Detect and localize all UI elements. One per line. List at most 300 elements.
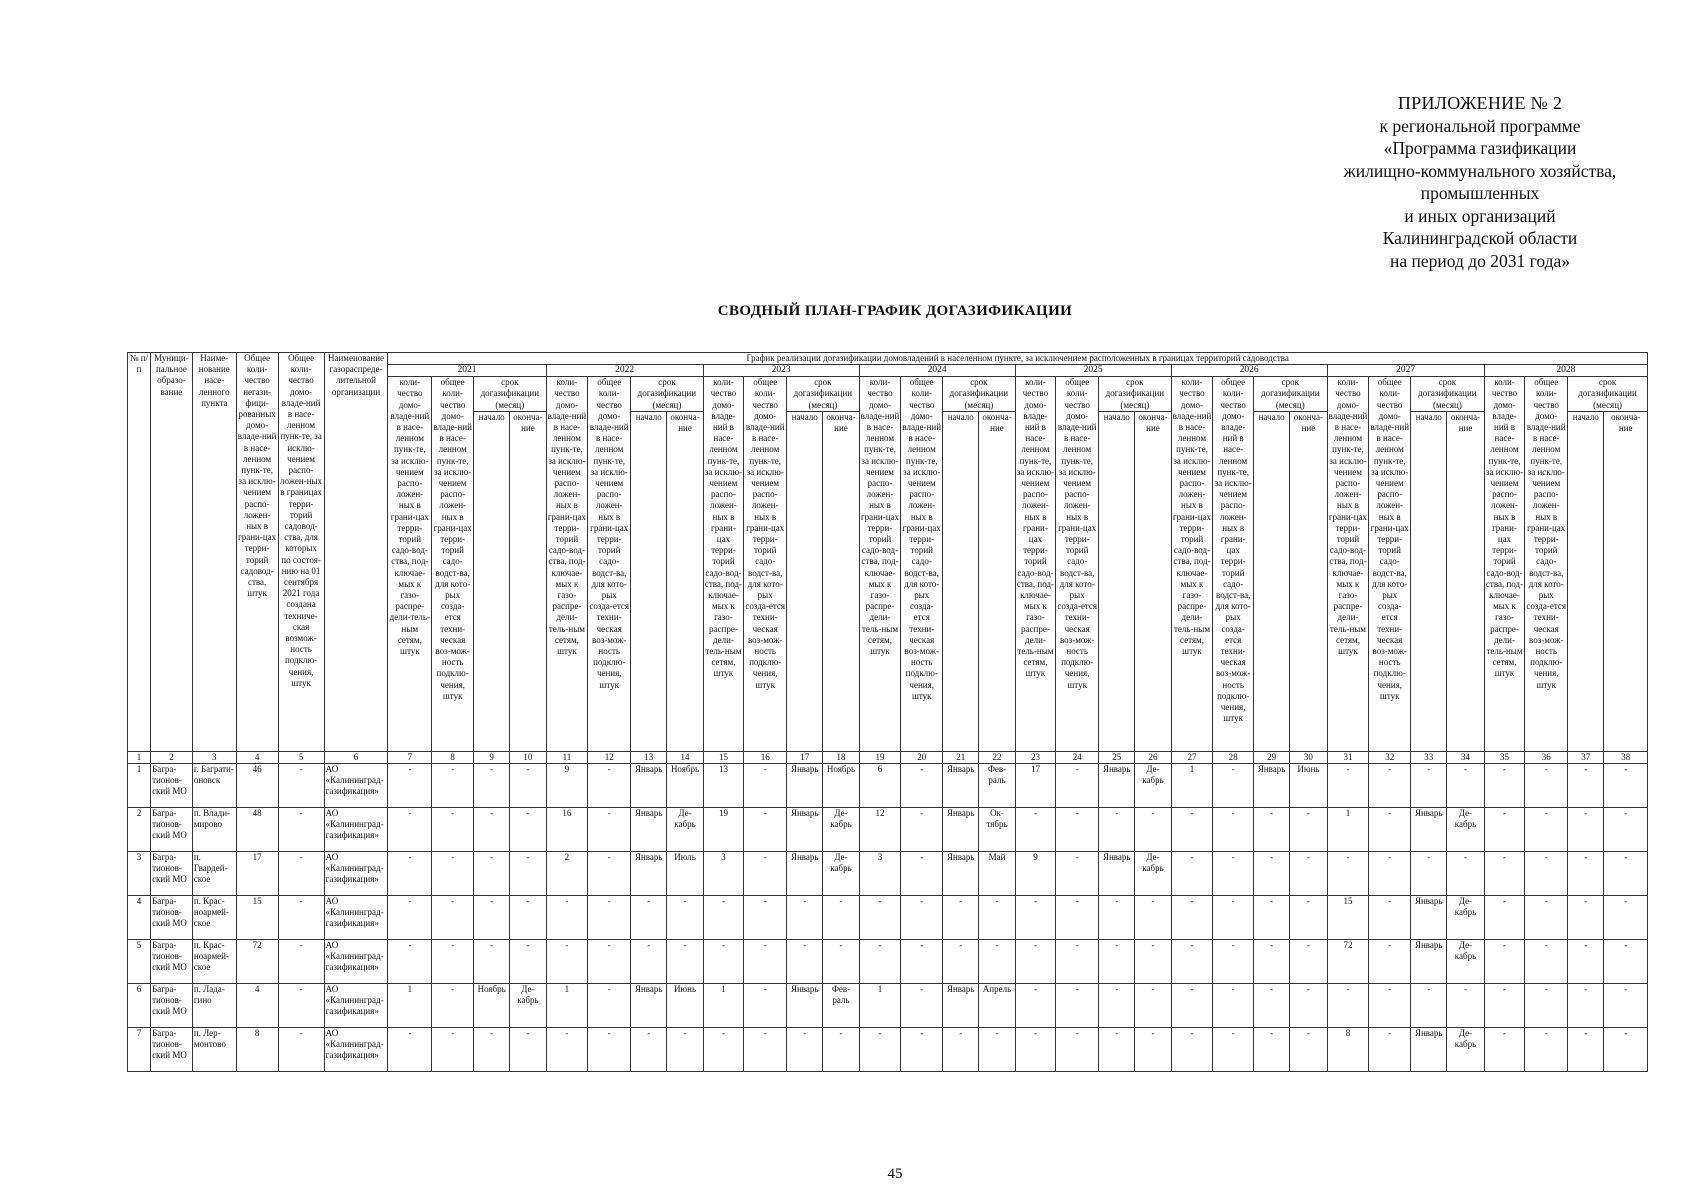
header-total-possible: общее коли-чество домо-владе-ний в насе-ленном пунк-те, за исклю-чением распо-ложен-ных в грани-цах терри-торий садо-водст-ва, для кото-рых созда-ется техни-ческая воз-мож-ность подклю-чения, штук: [432, 377, 474, 752]
table-cell: 46: [236, 763, 278, 807]
table-cell: -: [787, 895, 823, 939]
table-cell: АО «Калининград-газификация»: [324, 983, 388, 1027]
column-header-1: № п/п: [128, 353, 151, 752]
table-cell: -: [943, 939, 979, 983]
table-cell: Багра-тионов-ский МО: [151, 1027, 193, 1071]
column-number: 14: [667, 751, 703, 763]
column-number: 19: [859, 751, 901, 763]
table-row: [128, 851, 1648, 895]
table-cell: -: [787, 939, 823, 983]
table-cell: Январь: [1099, 763, 1135, 807]
table-cell: -: [278, 763, 324, 807]
table-cell: Январь: [1411, 807, 1447, 851]
table-cell: -: [510, 1027, 546, 1071]
table-cell: -: [703, 895, 744, 939]
table-cell: -: [432, 983, 474, 1027]
table-cell: -: [1213, 895, 1254, 939]
column-number: 7: [388, 751, 432, 763]
table-cell: Январь: [943, 851, 979, 895]
table-cell: -: [1411, 851, 1447, 895]
table-cell: -: [546, 939, 588, 983]
year-header: 2024: [859, 365, 1015, 377]
table-cell: Де-кабрь: [1447, 939, 1484, 983]
table-cell: АО «Калининград-газификация»: [324, 763, 388, 807]
table-cell: -: [1525, 807, 1568, 851]
table-cell: -: [1484, 895, 1525, 939]
table-cell: Багра-тионов-ский МО: [151, 807, 193, 851]
column-number: 16: [744, 751, 787, 763]
table-cell: -: [667, 939, 703, 983]
table-cell: -: [703, 939, 744, 983]
table-cell: -: [1525, 983, 1568, 1027]
header-connected-count: коли-чество домо-владе-ний в насе-ленном пунк-те, за исклю-чением распо-ложен-ных в грани-цах терри-торий садо-вод-ства, под-ключае-мых к газо-распре-дели-тель-ным сетям, штук: [1171, 377, 1213, 752]
table-cell: -: [1447, 763, 1484, 807]
column-number: 24: [1056, 751, 1099, 763]
table-cell: -: [1411, 763, 1447, 807]
table-cell: -: [667, 1027, 703, 1071]
table-cell: -: [1604, 1027, 1648, 1071]
table-cell: -: [943, 895, 979, 939]
table-row: [128, 983, 1648, 1027]
table-cell: -: [1015, 807, 1056, 851]
table-cell: -: [588, 807, 631, 851]
table-cell: -: [1056, 895, 1099, 939]
table-cell: Багра-тионов-ский МО: [151, 983, 193, 1027]
table-cell: -: [1447, 851, 1484, 895]
table-cell: Багра-тионов-ский МО: [151, 939, 193, 983]
header-connected-count: коли-чество домо-владе-ний в насе-ленном пунк-те, за исклю-чением распо-ложен-ных в грани-цах терри-торий садо-вод-ства, под-ключае-мых к газо-распре-дели-тель-ным сетям, штук: [1015, 377, 1056, 752]
appendix-line: промышленных: [1420, 183, 1540, 203]
table-cell: -: [1213, 983, 1254, 1027]
table-cell: -: [979, 1027, 1015, 1071]
table-cell: Январь: [631, 983, 667, 1027]
table-cell: -: [1099, 983, 1135, 1027]
table-cell: Ноябрь: [823, 763, 859, 807]
table-cell: -: [1135, 983, 1171, 1027]
table-cell: -: [388, 807, 432, 851]
column-header-3: Наиме-нование насе-ленного пункта: [192, 353, 236, 752]
table-cell: 2: [546, 851, 588, 895]
table-cell: -: [1213, 1027, 1254, 1071]
table-cell: Фев-раль: [979, 763, 1015, 807]
table-cell: АО «Калининград-газификация»: [324, 807, 388, 851]
table-cell: -: [1171, 895, 1213, 939]
header-connected-count: коли-чество домо-владе-ний в насе-ленном пунк-те, за исклю-чением распо-ложен-ных в грани-цах терри-торий садо-вод-ства, под-ключае-мых к газо-распре-дели-тель-ным сетям, штук: [1327, 377, 1369, 752]
table-cell: -: [859, 1027, 901, 1071]
header-term: срок догазификации (месяц): [474, 377, 547, 412]
table-cell: 3: [859, 851, 901, 895]
table-cell: -: [1056, 851, 1099, 895]
table-cell: Де-кабрь: [1447, 895, 1484, 939]
column-number: 11: [546, 751, 588, 763]
table-cell: Багра-тионов-ский МО: [151, 851, 193, 895]
table-cell: 5: [128, 939, 151, 983]
appendix-line: Калининградской области: [1382, 228, 1578, 248]
table-cell: -: [744, 983, 787, 1027]
table-cell: Ноябрь: [474, 983, 510, 1027]
table-cell: Январь: [631, 851, 667, 895]
table-cell: -: [1484, 763, 1525, 807]
column-header-6: Наименование газораспреде-лительной организации: [324, 353, 388, 752]
table-cell: -: [588, 983, 631, 1027]
header-start: начало: [1254, 411, 1290, 751]
table-cell: 48: [236, 807, 278, 851]
table-cell: -: [744, 895, 787, 939]
table-cell: Июль: [667, 851, 703, 895]
table-cell: -: [1135, 939, 1171, 983]
table-cell: -: [388, 1027, 432, 1071]
column-number: 15: [703, 751, 744, 763]
table-cell: -: [1135, 807, 1171, 851]
table-cell: -: [1056, 763, 1099, 807]
table-cell: -: [1254, 851, 1290, 895]
table-cell: 1: [1171, 763, 1213, 807]
table-cell: -: [1484, 807, 1525, 851]
table-row: [128, 1027, 1648, 1071]
table-cell: -: [901, 939, 943, 983]
table-cell: Январь: [1254, 763, 1290, 807]
table-cell: п. Гвардей-ское: [192, 851, 236, 895]
table-cell: -: [979, 895, 1015, 939]
header-total-possible: общее коли-чество домо-владе-ний в насе-ленном пунк-те, за исклю-чением распо-ложен-ных в грани-цах терри-торий садо-водст-ва, для кото-рых созда-ется техни-ческая воз-мож-ность подклю-чения, штук: [588, 377, 631, 752]
table-cell: -: [510, 939, 546, 983]
table-cell: Де-кабрь: [1135, 763, 1171, 807]
table-cell: п. Лада-гино: [192, 983, 236, 1027]
column-number: 28: [1213, 751, 1254, 763]
table-cell: -: [474, 807, 510, 851]
table-cell: -: [1327, 851, 1369, 895]
header-total-possible: общее коли-чество домо-владе-ний в насе-ленном пунк-те, за исклю-чением распо-ложен-ных в грани-цах терри-торий садо-водст-ва, для кото-рых созда-ется техни-ческая воз-мож-ность подклю-чения, штук: [901, 377, 943, 752]
table-cell: -: [588, 851, 631, 895]
table-cell: -: [1568, 939, 1604, 983]
header-start: начало: [1099, 411, 1135, 751]
table-cell: -: [1484, 983, 1525, 1027]
table-cell: -: [1369, 807, 1411, 851]
column-header-2: Муници-пальное образо-вание: [151, 353, 193, 752]
table-cell: -: [1254, 895, 1290, 939]
column-number: 1: [128, 751, 151, 763]
table-cell: Январь: [1411, 895, 1447, 939]
table-cell: 72: [1327, 939, 1369, 983]
table-cell: 7: [128, 1027, 151, 1071]
table-cell: -: [1568, 763, 1604, 807]
table-cell: Ноябрь: [667, 763, 703, 807]
table-cell: Январь: [1099, 851, 1135, 895]
table-cell: п. Крас-ноармей-ское: [192, 939, 236, 983]
column-header-4: Общее коли-чество негази-фици-рованных домо-владе-ний в насе-ленном пунк-те, за исклю-чением распо-ложен-ных в грани-цах терри-торий садовод-ства, штук: [236, 353, 278, 752]
table-cell: 1: [546, 983, 588, 1027]
table-cell: -: [744, 807, 787, 851]
table-cell: 9: [1015, 851, 1056, 895]
header-end: оконча-ние: [510, 411, 546, 751]
table-cell: -: [943, 1027, 979, 1071]
table-cell: -: [1604, 939, 1648, 983]
header-end: оконча-ние: [667, 411, 703, 751]
column-number: 32: [1369, 751, 1411, 763]
table-cell: -: [1525, 851, 1568, 895]
table-cell: -: [631, 939, 667, 983]
table-cell: -: [1369, 763, 1411, 807]
page-number: 45: [887, 1166, 903, 1182]
table-cell: Де-кабрь: [823, 807, 859, 851]
table-cell: -: [859, 895, 901, 939]
table-cell: -: [1290, 851, 1327, 895]
appendix-line: «Программа газификации: [1383, 138, 1577, 158]
table-cell: -: [588, 939, 631, 983]
table-cell: Январь: [631, 763, 667, 807]
table-cell: -: [1484, 939, 1525, 983]
table-cell: АО «Калининград-газификация»: [324, 895, 388, 939]
table-cell: АО «Калининград-газификация»: [324, 1027, 388, 1071]
column-number: 18: [823, 751, 859, 763]
table-cell: Де-кабрь: [823, 851, 859, 895]
table-cell: -: [1254, 983, 1290, 1027]
table-cell: Де-кабрь: [667, 807, 703, 851]
appendix-block: [1320, 92, 1640, 272]
table-cell: -: [901, 851, 943, 895]
table-cell: 1: [703, 983, 744, 1027]
table-cell: -: [1171, 1027, 1213, 1071]
table-cell: -: [278, 895, 324, 939]
column-number: 10: [510, 751, 546, 763]
table-cell: -: [388, 939, 432, 983]
table-cell: -: [1171, 851, 1213, 895]
year-header: 2023: [703, 365, 859, 377]
column-number: 25: [1099, 751, 1135, 763]
table-cell: -: [278, 983, 324, 1027]
header-connected-count: коли-чество домо-владе-ний в насе-ленном пунк-те, за исклю-чением распо-ложен-ных в грани-цах терри-торий садо-вод-ства, под-ключае-мых к газо-распре-дели-тель-ным сетям, штук: [388, 377, 432, 752]
header-term: срок догазификации (месяц): [1411, 377, 1485, 412]
table-cell: -: [1369, 939, 1411, 983]
table-cell: Май: [979, 851, 1015, 895]
table-cell: -: [546, 1027, 588, 1071]
table-cell: -: [278, 939, 324, 983]
table-cell: -: [474, 763, 510, 807]
table-cell: -: [1213, 807, 1254, 851]
table-cell: -: [432, 807, 474, 851]
table-cell: Январь: [943, 763, 979, 807]
table-cell: -: [546, 895, 588, 939]
appendix-line: к региональной программе: [1379, 115, 1581, 136]
table-cell: -: [901, 763, 943, 807]
table-cell: -: [1290, 983, 1327, 1027]
table-cell: Багра-тионов-ский МО: [151, 895, 193, 939]
table-cell: 4: [128, 895, 151, 939]
table-cell: 6: [859, 763, 901, 807]
table-cell: -: [510, 763, 546, 807]
schedule-table-container: [127, 352, 1648, 1072]
column-number: 27: [1171, 751, 1213, 763]
year-header: 2027: [1327, 365, 1484, 377]
column-number: 23: [1015, 751, 1056, 763]
table-cell: -: [388, 763, 432, 807]
table-cell: -: [588, 1027, 631, 1071]
table-cell: 17: [1015, 763, 1056, 807]
table-cell: Январь: [787, 851, 823, 895]
table-cell: -: [1213, 851, 1254, 895]
table-cell: 6: [128, 983, 151, 1027]
table-cell: -: [1171, 939, 1213, 983]
column-header-5: Общее коли-чество домо-владе-ний в насе-ленном пунк-те, за исклю-чением распо-ложен-ных в границах терри-торий садовод-ства, для которых по состоя-нию на 01 сентября 2021 года создана техниче-ская возмож-ность подклю-чения, штук: [278, 353, 324, 752]
table-cell: Багра-тионов-ский МО: [151, 763, 193, 807]
column-number: 29: [1254, 751, 1290, 763]
table-cell: -: [979, 939, 1015, 983]
table-cell: -: [1056, 983, 1099, 1027]
table-cell: -: [1099, 807, 1135, 851]
table-cell: -: [1135, 1027, 1171, 1071]
table-cell: -: [1369, 983, 1411, 1027]
header-connected-count: коли-чество домо-владе-ний в насе-ленном пунк-те, за исклю-чением распо-ложен-ных в грани-цах терри-торий садо-вод-ства, под-ключае-мых к газо-распре-дели-тель-ным сетям, штук: [703, 377, 744, 752]
table-cell: -: [787, 1027, 823, 1071]
table-cell: -: [823, 895, 859, 939]
column-number: 6: [324, 751, 388, 763]
table-cell: -: [1327, 763, 1369, 807]
table-cell: -: [1056, 939, 1099, 983]
year-header: 2022: [546, 365, 703, 377]
table-cell: 72: [236, 939, 278, 983]
table-cell: -: [1213, 939, 1254, 983]
table-cell: -: [1369, 851, 1411, 895]
table-cell: 4: [236, 983, 278, 1027]
table-cell: Фев-раль: [823, 983, 859, 1027]
table-cell: -: [1015, 1027, 1056, 1071]
table-cell: -: [1604, 895, 1648, 939]
table-cell: Де-кабрь: [1135, 851, 1171, 895]
table-cell: Де-кабрь: [510, 983, 546, 1027]
header-end: оконча-ние: [979, 411, 1015, 751]
year-header: 2021: [388, 365, 546, 377]
table-cell: п. Крас-ноармей-ское: [192, 895, 236, 939]
table-cell: -: [1484, 851, 1525, 895]
table-cell: -: [1099, 895, 1135, 939]
column-number: 38: [1604, 751, 1648, 763]
table-cell: -: [1604, 983, 1648, 1027]
table-cell: -: [1604, 851, 1648, 895]
table-cell: Июнь: [667, 983, 703, 1027]
appendix-line: и иных организаций: [1404, 205, 1556, 226]
table-cell: -: [588, 895, 631, 939]
table-cell: 1: [388, 983, 432, 1027]
table-row: [128, 763, 1648, 807]
column-number: 20: [901, 751, 943, 763]
header-start: начало: [474, 411, 510, 751]
table-cell: -: [1604, 763, 1648, 807]
column-number: 30: [1290, 751, 1327, 763]
table-cell: -: [474, 939, 510, 983]
header-term: срок догазификации (месяц): [1254, 377, 1328, 412]
table-cell: -: [1568, 1027, 1604, 1071]
table-cell: -: [1290, 1027, 1327, 1071]
table-cell: -: [859, 939, 901, 983]
table-cell: Январь: [1411, 939, 1447, 983]
table-cell: 19: [703, 807, 744, 851]
column-number: 22: [979, 751, 1015, 763]
header-total-possible: общее коли-чество домо-владе-ний в насе-ленном пунк-те, за исклю-чением распо-ложен-ных в грани-цах терри-торий садо-водст-ва, для кото-рых созда-ется техни-ческая воз-мож-ность подклю-чения, штук: [1369, 377, 1411, 752]
table-cell: -: [388, 895, 432, 939]
table-cell: -: [388, 851, 432, 895]
table-cell: -: [432, 851, 474, 895]
table-cell: -: [510, 895, 546, 939]
table-cell: -: [278, 851, 324, 895]
column-number: 3: [192, 751, 236, 763]
table-cell: -: [278, 807, 324, 851]
table-cell: 2: [128, 807, 151, 851]
table-cell: -: [1099, 939, 1135, 983]
table-cell: АО «Калининград-газификация»: [324, 939, 388, 983]
year-header: 2026: [1171, 365, 1327, 377]
table-cell: Январь: [787, 983, 823, 1027]
table-cell: Ок-тябрь: [979, 807, 1015, 851]
column-number: 8: [432, 751, 474, 763]
table-cell: -: [1015, 983, 1056, 1027]
column-number: 2: [151, 751, 193, 763]
header-start: начало: [787, 411, 823, 751]
table-cell: Апрель: [979, 983, 1015, 1027]
column-number: 13: [631, 751, 667, 763]
table-cell: -: [432, 939, 474, 983]
table-cell: -: [1135, 895, 1171, 939]
table-cell: Январь: [787, 763, 823, 807]
header-total-possible: общее коли-чество домо-владе-ний в насе-ленном пунк-те, за исклю-чением распо-ложен-ных в грани-цах терри-торий садо-водст-ва, для кото-рых созда-ется техни-ческая воз-мож-ность подклю-чения, штук: [1525, 377, 1568, 752]
header-term: срок догазификации (месяц): [1099, 377, 1172, 412]
table-cell: -: [1290, 939, 1327, 983]
header-end: оконча-ние: [1447, 411, 1484, 751]
header-start: начало: [1568, 411, 1604, 751]
table-cell: г. Баграти-оновск: [192, 763, 236, 807]
table-cell: Январь: [1411, 1027, 1447, 1071]
table-cell: п. Влади-мирово: [192, 807, 236, 851]
table-cell: Де-кабрь: [1447, 1027, 1484, 1071]
table-cell: -: [432, 895, 474, 939]
table-cell: -: [1525, 763, 1568, 807]
table-cell: -: [474, 851, 510, 895]
column-number: 21: [943, 751, 979, 763]
column-number: 31: [1327, 751, 1369, 763]
table-cell: -: [1369, 1027, 1411, 1071]
header-end: оконча-ние: [1135, 411, 1171, 751]
table-cell: -: [667, 895, 703, 939]
table-cell: -: [278, 1027, 324, 1071]
table-cell: -: [901, 983, 943, 1027]
table-cell: -: [1254, 1027, 1290, 1071]
table-cell: -: [1171, 983, 1213, 1027]
table-cell: -: [1568, 895, 1604, 939]
table-cell: -: [901, 807, 943, 851]
table-cell: -: [1254, 807, 1290, 851]
header-term: срок догазификации (месяц): [1568, 377, 1648, 412]
table-cell: -: [1447, 983, 1484, 1027]
header-start: начало: [631, 411, 667, 751]
table-cell: АО «Калининград-газификация»: [324, 851, 388, 895]
schedule-table: [127, 352, 1648, 1072]
header-end: оконча-ние: [1604, 411, 1648, 751]
year-header: 2025: [1015, 365, 1171, 377]
table-cell: Январь: [631, 807, 667, 851]
table-cell: -: [1171, 807, 1213, 851]
table-cell: -: [823, 1027, 859, 1071]
column-number: 4: [236, 751, 278, 763]
header-end: оконча-ние: [823, 411, 859, 751]
table-cell: -: [1254, 939, 1290, 983]
table-cell: -: [744, 1027, 787, 1071]
table-cell: -: [510, 851, 546, 895]
header-connected-count: коли-чество домо-владе-ний в насе-ленном пунк-те, за исклю-чением распо-ложен-ных в грани-цах терри-торий садо-вод-ства, под-ключае-мых к газо-распре-дели-тель-ным сетям, штук: [1484, 377, 1525, 752]
table-cell: -: [474, 895, 510, 939]
column-number: 33: [1411, 751, 1447, 763]
table-cell: 12: [859, 807, 901, 851]
table-cell: -: [1568, 807, 1604, 851]
table-cell: -: [901, 1027, 943, 1071]
